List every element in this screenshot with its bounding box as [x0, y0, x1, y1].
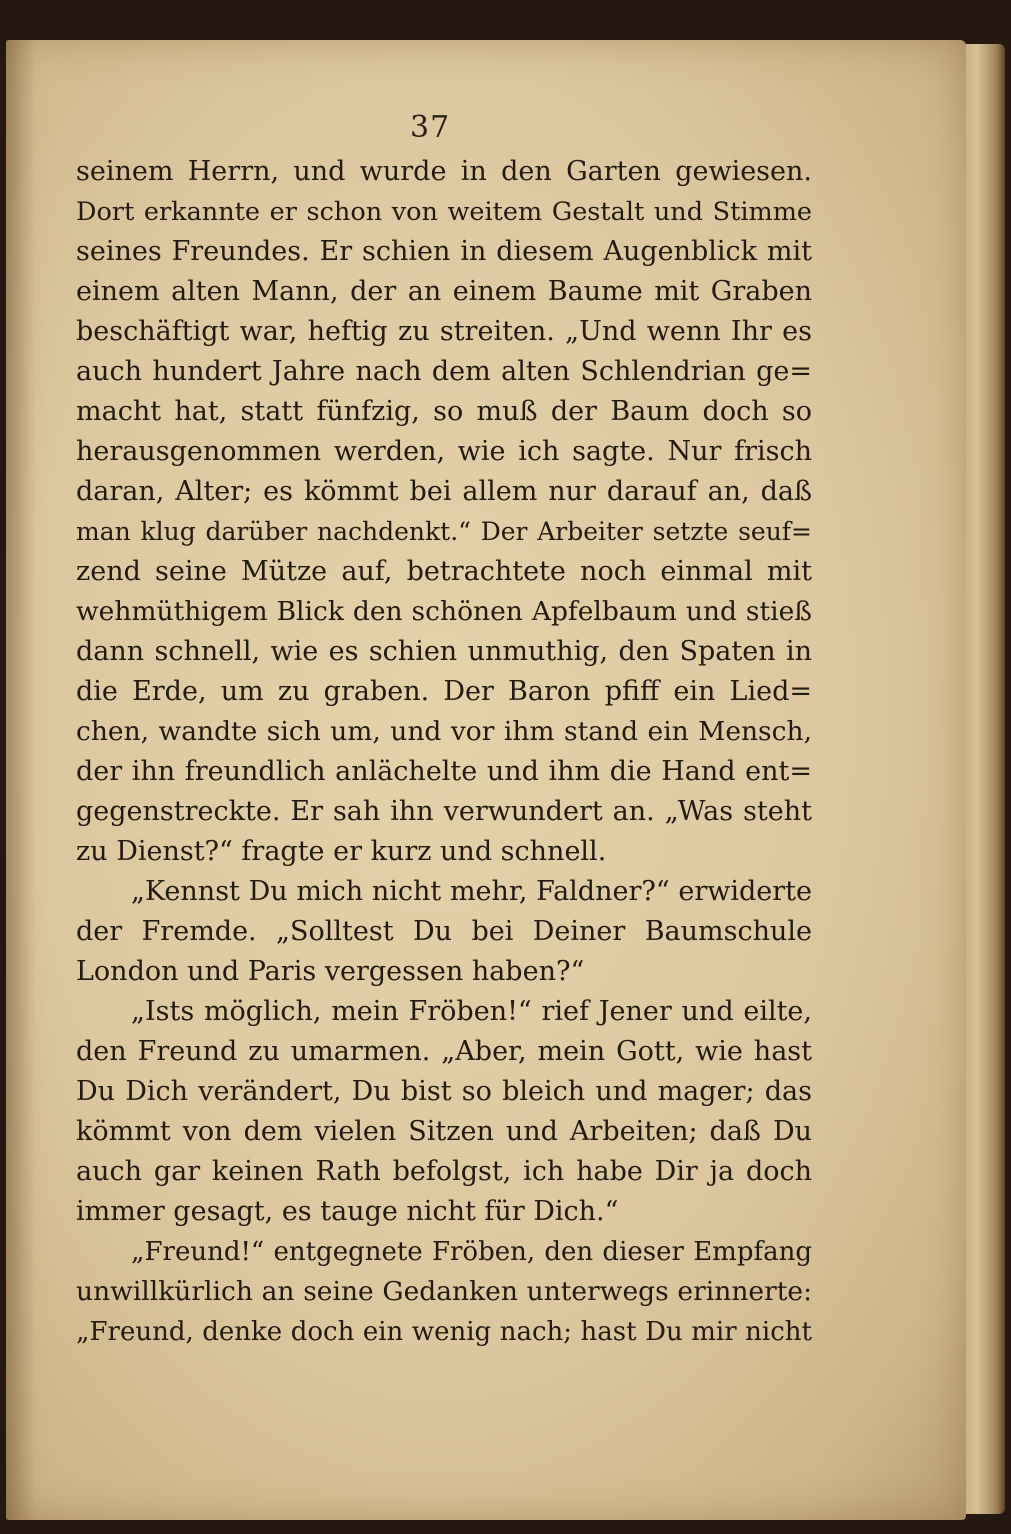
text-line: der ihn freundlich anlächelte und ihm die Hand ent=: [76, 756, 812, 787]
text-line: seinem Herrn, und wurde in den Garten gewiesen.: [76, 156, 812, 187]
text-line: gegenstreckte. Er sah ihn verwundert an. „Was steht: [76, 796, 812, 827]
body-text: [76, 152, 812, 1352]
text-line: beschäftigt war, heftig zu streiten. „Und wenn Ihr es: [76, 316, 812, 347]
text-line: chen, wandte sich um, und vor ihm stand ein Mensch,: [76, 716, 812, 747]
text-line: Dort erkannte er schon von weitem Gestalt und Stimme: [76, 197, 812, 227]
text-line: „Freund!“ entgegnete Fröben, den dieser Empfang: [131, 1237, 812, 1267]
text-line: London und Paris vergessen haben?“: [76, 956, 585, 987]
text-line: zu Dienst?“ fragte er kurz und schnell.: [76, 836, 607, 867]
text-line: man klug darüber nachdenkt.“ Der Arbeiter setzte seuf=: [76, 517, 812, 546]
page-number: 37: [410, 110, 451, 145]
text-line: immer gesagt, es tauge nicht für Dich.“: [76, 1196, 619, 1227]
text-line: kömmt von dem vielen Sitzen und Arbeiten; daß Du: [76, 1116, 812, 1147]
gutter-shadow: [6, 40, 36, 1520]
text-line: „Freund, denke doch ein wenig nach; hast Du mir nicht: [76, 1317, 812, 1347]
text-line: Du Dich verändert, Du bist so bleich und mager; das: [76, 1076, 812, 1107]
text-line: daran, Alter; es kömmt bei allem nur darauf an, daß: [76, 476, 812, 507]
text-line: „Kennst Du mich nicht mehr, Faldner?“ erwiderte: [131, 876, 812, 907]
text-line: seines Freundes. Er schien in diesem Augenblick mit: [76, 236, 812, 267]
text-line: zend seine Mütze auf, betrachtete noch einmal mit: [76, 556, 812, 587]
text-line: der Fremde. „Solltest Du bei Deiner Baumschule: [76, 916, 812, 947]
text-line: die Erde, um zu graben. Der Baron pfiff ein Lied=: [76, 676, 812, 707]
text-line: herausgenommen werden, wie ich sagte. Nur frisch: [76, 436, 812, 467]
text-line: auch gar keinen Rath befolgst, ich habe Dir ja doch: [76, 1156, 812, 1187]
text-line: „Ists möglich, mein Fröben!“ rief Jener und eilte,: [131, 996, 812, 1027]
page-stack-edge: [965, 44, 1005, 1514]
text-line: dann schnell, wie es schien unmuthig, den Spaten in: [76, 636, 812, 667]
text-line: unwillkürlich an seine Gedanken unterwegs erinnerte:: [76, 1276, 812, 1307]
text-line: macht hat, statt fünfzig, so muß der Baum doch so: [76, 396, 812, 427]
text-line: einem alten Mann, der an einem Baume mit Graben: [76, 276, 812, 307]
text-line: wehmüthigem Blick den schönen Apfelbaum und stieß: [76, 596, 812, 627]
text-line: den Freund zu umarmen. „Aber, mein Gott, wie hast: [76, 1036, 812, 1067]
text-line: auch hundert Jahre nach dem alten Schlendrian ge=: [76, 356, 812, 387]
